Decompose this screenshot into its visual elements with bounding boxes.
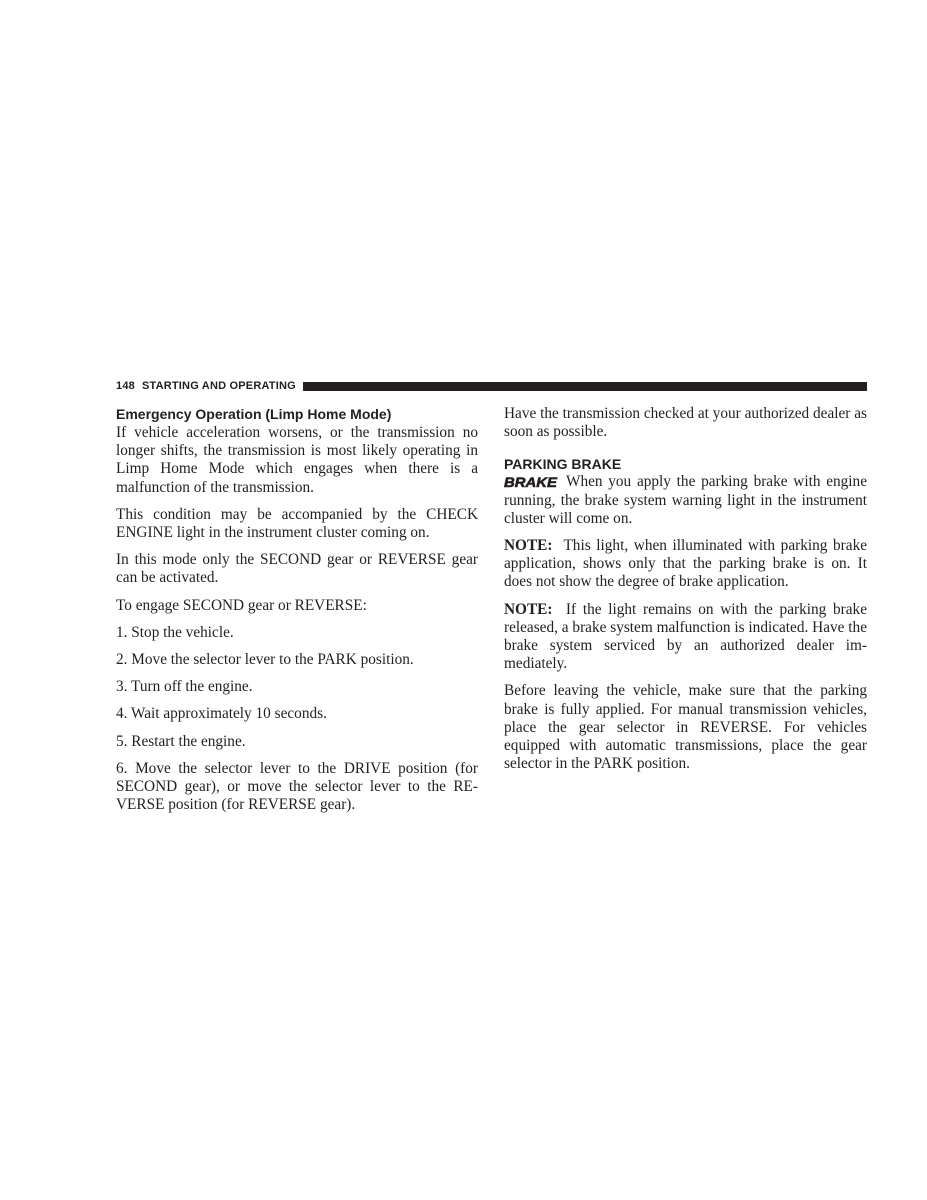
emergency-operation-heading: Emergency Operation (Limp Home Mode) [116,406,392,422]
note-1-text: This light, when illuminated with parking brake application, shows only that the parking brake is on. It does not show the degree of brake application. [504,537,868,591]
parking-brake-paragraph [504,473,867,528]
note-1 [504,537,867,592]
paragraph-check-engine: This condition may be accompanied by the CHECK ENGINE light in the instrument cluster coming on. [116,505,478,542]
step-2: 2. Move the selector lever to the PARK position. [116,651,414,669]
paragraph-dealer-check: Have the transmission checked at your authorized dealer as soon as possible. [504,405,867,441]
right-column [504,405,867,782]
note-2 [504,601,867,674]
page-header [116,379,867,393]
note-2-text: If the light remains on with the parking brake released, a brake system malfunction is indicated. Have the brake system serviced by an authorized dealer im-mediately. [504,600,867,673]
header-rule [303,382,867,391]
paragraph-engage-intro: To engage SECOND gear or REVERSE: [116,596,367,614]
paragraph-gears: In this mode only the SECOND gear or REVERSE gear can be activated. [116,551,478,587]
left-column [116,405,478,823]
step-6: 6. Move the selector lever to the DRIVE position (for SECOND gear), or move the selector lever to the RE-VERSE position (for REVERSE gear). [116,759,478,814]
step-3: 3. Turn off the engine. [116,678,253,696]
brake-warning-icon [504,475,558,489]
paragraph-limp-home: If vehicle acceleration worsens, or the transmission no longer shifts, the transmission is most likely operating in Limp Home Mode which engages when there is a malfunction of the transmission. [116,424,478,496]
parking-brake-text-1: When you apply the parking brake with engine running, the brake system warning light in the [504,473,867,509]
step-4: 4. Wait approximately 10 seconds. [116,705,327,723]
page-number: 148 [116,380,135,392]
parking-brake-heading: PARKING BRAKE [504,456,622,473]
note-1-label: NOTE: [504,537,553,555]
step-5: 5. Restart the engine. [116,732,246,750]
brake-icon-label: BRAKE [504,475,558,490]
step-1: 1. Stop the vehicle. [116,623,234,641]
section-title: STARTING AND OPERATING [141,380,296,392]
parking-brake-text-2: instrument cluster will come on. [504,491,867,527]
note-2-label: NOTE: [504,600,553,618]
paragraph-before-leaving: Before leaving the vehicle, make sure that the parking brake is fully applied. For manual transmission vehicles, place the gear selector in REVERSE. For vehicles equipped with automatic transmissions, place the gear selector in the PARK position. [504,682,867,773]
